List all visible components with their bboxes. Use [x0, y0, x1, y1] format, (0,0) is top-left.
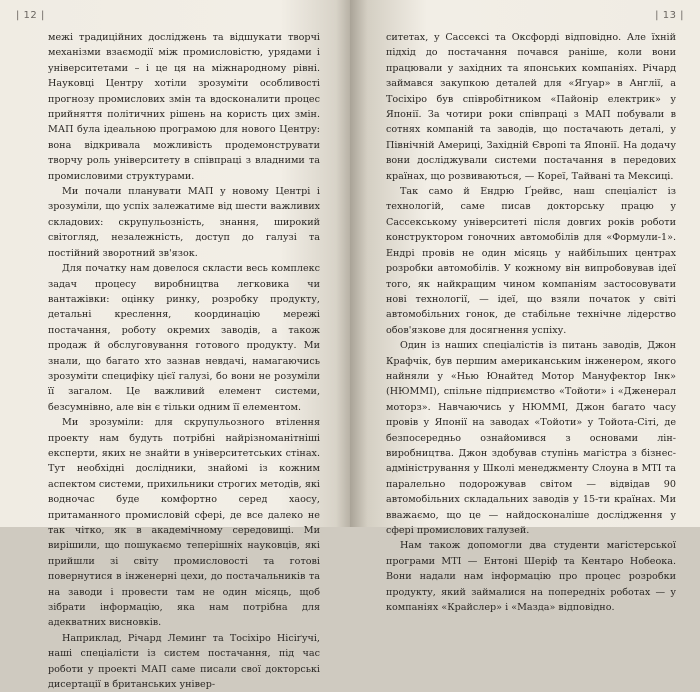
paragraph: Для початку нам довелося скласти весь комплекс задач процесу виробництва легковика чи вантажівки: оцінку ринку, розробку продукту, детальні креслення, координацію мережі постачання, роботу окремих заводів, а також продаж й обслуговування готового продукту. Ми знали, що багато хто зазнав невдачі, намагаючись зрозуміти специфіку цієї галузі, бо вони не розуміли її загалом. Це важливий елемент системи, безсумнівно, але він є тільки одним її елементом. [48, 263, 320, 413]
paragraph: Так само й Ендрю Ґрейвс, наш спеціаліст із технологій, саме писав докторську працю у Сассекському університеті після довгих років роботи конструктором гоночних автомобілів для «Формули-1». Ендрі провів не один місяць у найбільших центрах розробки автомобілів. У кожному він випробовував ідеї того, як найкращим чином компаніям застосовувати нові технології, — ідеї, що взяли початок у світі автомобільних гонок, де стабільне технічне лідерство обов'язкове для досягнення успіху. [386, 186, 676, 336]
right-page-text [386, 30, 676, 615]
paragraph: Один із наших спеціалістів із питань заводів, Джон Крафчік, був першим американським інженером, якого найняли у «Нью Юнайтед Мотор Мануфектор Інк» (НЮММІ), спільне підприємство «Тойоти» і «Дженерал моторз». Навчаючись у НЮММІ, Джон багато часу провів у Японії на заводах «Тойоти» у Тойота-Сіті, де безпосередньо ознайомився з основами лін-виробництва. Джон здобував ступінь магістра з бізнес-адміністрування у Школі менеджменту Слоуна в MTI та паралельно подорожував світом — відвідав 90 автомобільних складальних заводів у 15-ти країнах. Ми вважаємо, що це — найдосконаліше дослідження у сфері промислових галузей. [386, 340, 676, 536]
right-page [350, 0, 700, 614]
paragraph: Ми зрозуміли: для скрупульозного втілення проекту нам будуть потрібні найрізноманітніші експерти, яких не знайти в університетських стінах. Тут необхідні дослідники, знайомі із кожним аспектом системи, прихильники строгих методів, які водночас буде комфортно серед хаосу, притаманного промисловій сфері, де все далеко не так чітко, як в академічному середовищі. Ми вирішили, що пошукаємо теперішніх науковців, які прийшли зі світу промисловості та готові повернутися в інженерні цехи, до постачальників та на заводи і провести там не один місяць, щоб зібрати інформацію, яка нам потрібна для адекватних висновків. [48, 417, 320, 629]
paragraph: Нам також допомогли два студенти магістерської програми MTI — Ентоні Шеріф та Кентаро Нобеока. Вони надали нам інформацію про процес розробки продукту, який займалися на попередніх роботах — у компаніях «Крайслер» і «Мазда» відповідно. [386, 540, 676, 614]
page-number-left: | 12 | [16, 10, 45, 21]
left-page [0, 0, 350, 691]
paragraph: ситетах, у Сассексі та Оксфорді відповідно. Але їхній підхід до постачання почався раніше, коли вони працювали у західних та японських компаніях. Річард займався закупкою деталей для «Ягуар» в Англії, а Тосіхіро був співробітником «Пайонір електрик» у Японії. За чотири роки співпраці з МАП побували в сотнях компаній та заводів, що постачають деталі, у Північній Америці, Західній Європі та Японії. На додачу вони досліджували системи постачання в передових країнах, що розвиваються, — Кореї, Тайвані та Мексиці. [386, 32, 676, 182]
left-page-text [48, 30, 320, 692]
paragraph: Ми почали планувати МАП у новому Центрі і зрозуміли, що успіх залежатиме від шести важливих складових: скрупульозність, знання, широкий світогляд, незалежність, доступ до галузі та постійний зворотний зв'язок. [48, 186, 320, 259]
paragraph: межі традиційних досліджень та відшукати творчі механізми взаємодії між промисловістю, урядами і університетами – і це ця на міжнародному рівні. Науковці Центру хотіли зрозуміти особливості прогнозу промислових змін та вдосконалити процес прийняття політичних рішень на користь цих змін. МАП була ідеальною програмою для нового Центру: вона відкривала можливість продемонструвати творчу роль університету в співпраці з владними та промисловими структурами. [48, 32, 320, 182]
paragraph: Наприклад, Річард Леминг та Тосіхіро Нісіґучі, наші спеціалісти із систем постачання, під час роботи у проекті МАП саме писали свої докторські дисертації в британських універ- [48, 632, 320, 691]
page-number-right: | 13 | [655, 10, 684, 21]
